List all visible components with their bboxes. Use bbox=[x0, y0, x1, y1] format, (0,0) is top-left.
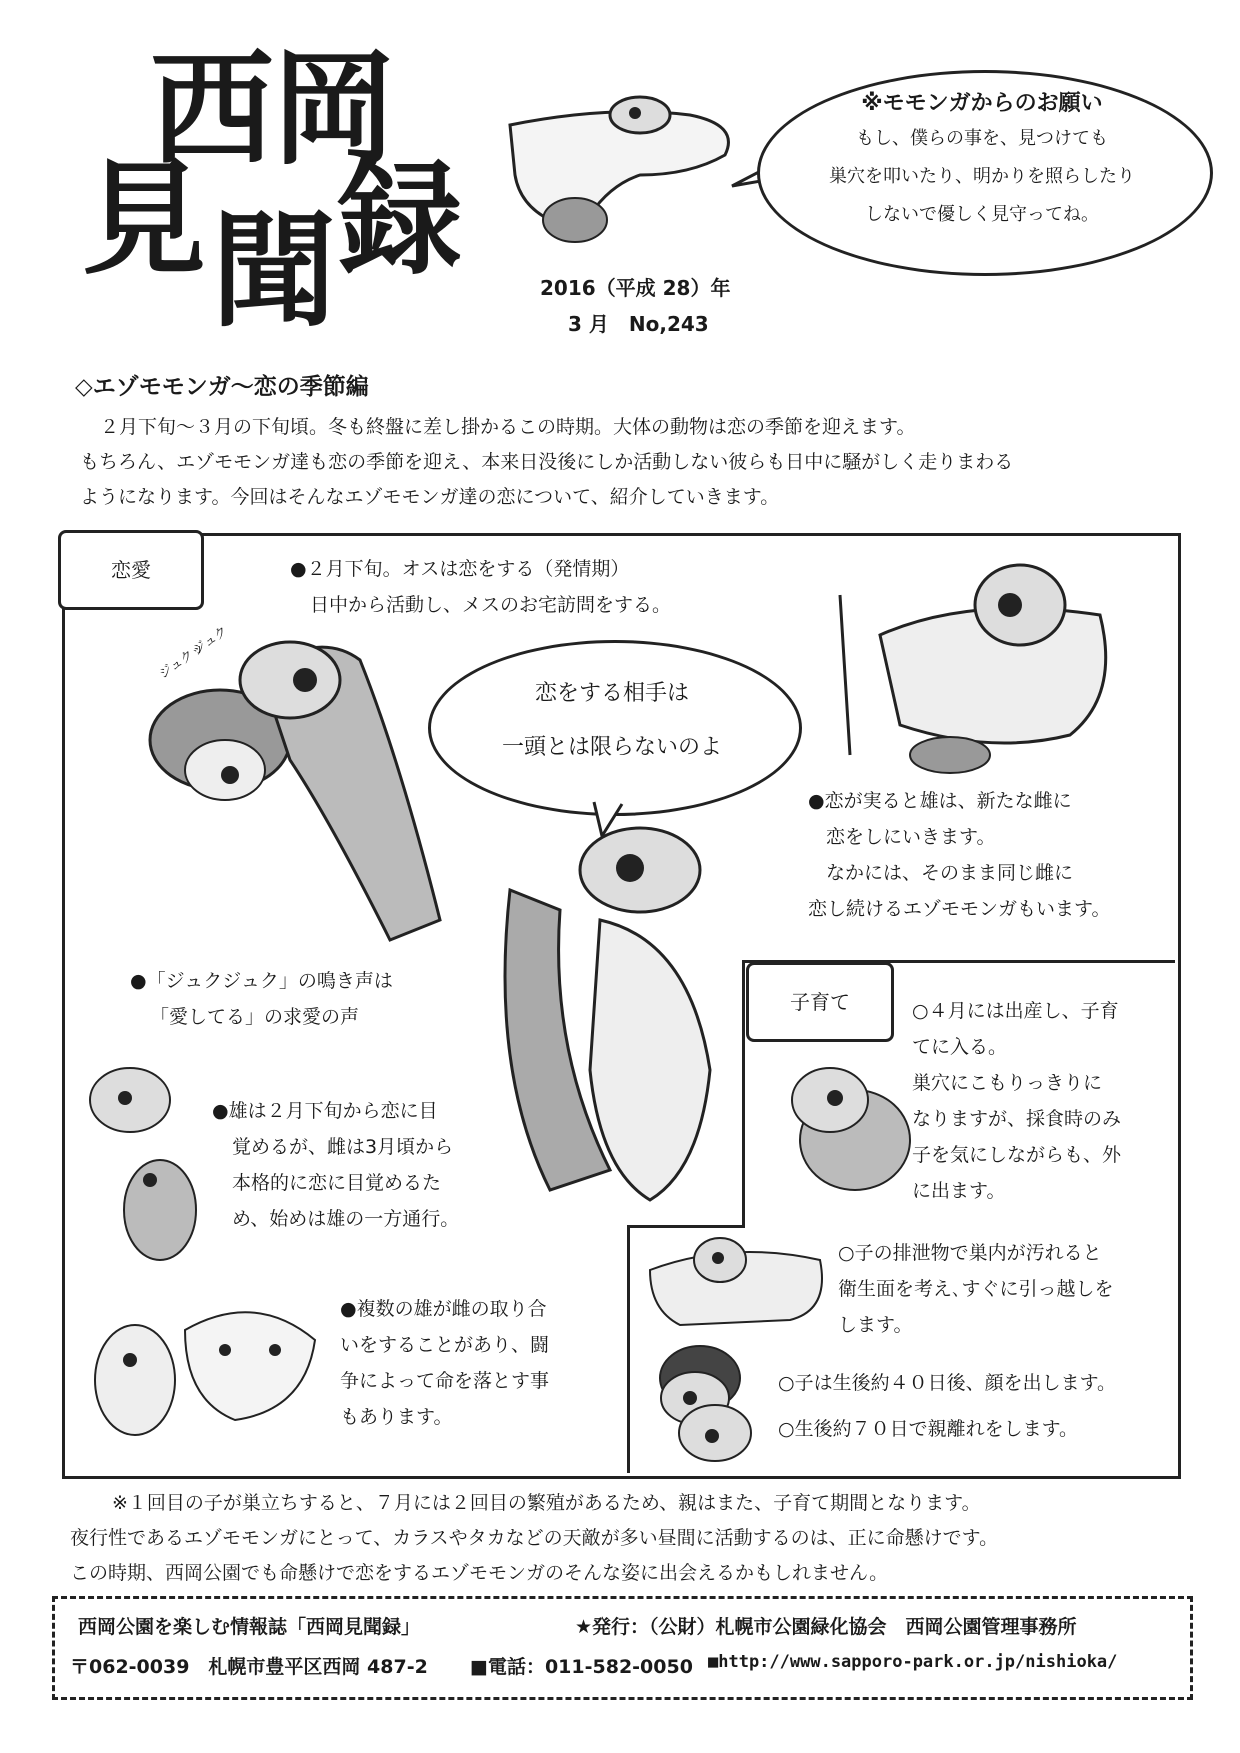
love-text-4: 本格的に恋に目覚めるた bbox=[232, 1172, 442, 1194]
fighting-squirrels-illustration bbox=[85, 1280, 325, 1450]
love-text-2: ●恋が実ると雄は、新たな雌に bbox=[808, 790, 1072, 812]
intro-line: もちろん、エゾモモンガ達も恋の季節を迎え、本来日没後にしか活動しない彼らも日中に騒がしく走りまわる bbox=[80, 451, 1014, 473]
masthead-char: 聞 bbox=[212, 200, 335, 344]
love-text-2: なかには、そのまま同じ雌に bbox=[826, 862, 1074, 884]
flying-squirrel-illustration bbox=[490, 95, 760, 245]
child-text-1: てに入る。 bbox=[912, 1036, 1008, 1058]
masthead-char: 岡 bbox=[272, 38, 395, 182]
sound-effect: ジュクッ bbox=[156, 640, 208, 683]
issue-year: 2016（平成 28）年 bbox=[540, 276, 731, 300]
footer-address: 〒062-0039 札幌市豊平区西岡 487-2 bbox=[70, 1656, 428, 1678]
love-text-5: 争によって命を落とす事 bbox=[340, 1370, 550, 1392]
love-text-1: ●２月下旬。オスは恋をする（発情期） bbox=[290, 558, 630, 580]
love-text-4: ●雄は２月下旬から恋に目 bbox=[212, 1100, 438, 1122]
speech-line: 恋をする相手は bbox=[534, 681, 689, 706]
squirrel-pair-illustration bbox=[140, 620, 460, 950]
intro-line: ２月下旬～３月の下旬頃。冬も終盤に差し掛かるこの時期。大体の動物は恋の季節を迎えます。 bbox=[100, 416, 916, 438]
child-text-3: ○子は生後約４０日後、顔を出します。 bbox=[778, 1372, 1117, 1394]
outro-line: この時期、西岡公園でも命懸けで恋をするエゾモモンガのそんな姿に出会えるかもしれません。 bbox=[70, 1562, 889, 1584]
issue-number: 3 月 No,243 bbox=[568, 312, 709, 336]
tab-love: 恋愛 bbox=[58, 530, 204, 610]
divider bbox=[627, 1225, 743, 1228]
child-text-2: 衛生面を考え､すぐに引っ越しを bbox=[838, 1278, 1114, 1300]
love-text-4: 覚めるが、雌は3月頃から bbox=[232, 1136, 454, 1158]
sound-effect: ジュク bbox=[190, 623, 231, 659]
carrying-squirrel-illustration bbox=[640, 1230, 830, 1340]
child-text-4: ○生後約７０日で親離れをします。 bbox=[778, 1418, 1079, 1440]
love-text-5: もあります。 bbox=[340, 1406, 453, 1428]
tab-child-rearing: 子育て bbox=[746, 962, 894, 1042]
gliding-squirrel-illustration bbox=[820, 555, 1130, 775]
article-heading: ◇エゾモモンガ～恋の季節編 bbox=[75, 374, 369, 400]
child-text-1: 子を気にしながらも、外 bbox=[912, 1144, 1122, 1166]
footer-publication: 西岡公園を楽しむ情報誌「西岡見聞録」 bbox=[78, 1616, 421, 1638]
request-line: しないで優しく見守ってね。 bbox=[865, 204, 1099, 225]
love-text-4: め、始めは雄の一方通行。 bbox=[232, 1208, 460, 1230]
outro-line: ※１回目の子が巣立ちすると、７月には２回目の繁殖があるため、親はまた、子育て期間となります。 bbox=[112, 1492, 981, 1514]
child-text-1: に出ます。 bbox=[912, 1180, 1006, 1202]
masthead-char: 見 bbox=[82, 148, 205, 292]
divider bbox=[627, 1225, 630, 1473]
request-title: ※モモンガからのお願い bbox=[861, 91, 1103, 116]
footer-phone: ■電話：011-582-0050 bbox=[470, 1656, 693, 1678]
child-text-2: ○子の排泄物で巣内が汚れると bbox=[838, 1242, 1102, 1264]
footer-publisher: ★発行：（公財）札幌市公園緑化協会 西岡公園管理事務所 bbox=[575, 1616, 1077, 1638]
love-text-5: ●複数の雄が雌の取り合 bbox=[340, 1298, 547, 1320]
baby-squirrels-illustration bbox=[650, 1338, 770, 1468]
child-text-2: します。 bbox=[838, 1314, 913, 1336]
speech-line: 一頭とは限らないのよ bbox=[501, 735, 722, 760]
love-text-3: 「愛してる」の求愛の声 bbox=[150, 1006, 360, 1028]
love-text-2: 恋をしにいきます。 bbox=[826, 826, 996, 848]
love-text-1: 日中から活動し、メスのお宅訪問をする。 bbox=[310, 594, 672, 616]
child-text-1: 巣穴にこもりっきりに bbox=[912, 1072, 1103, 1094]
masthead-char: 西 bbox=[150, 38, 273, 182]
love-text-3: ●「ジュクジュク」の鳴き声は bbox=[130, 970, 393, 992]
intro-line: ようになります。今回はそんなエゾモモンガ達の恋について、紹介していきます。 bbox=[80, 486, 780, 508]
small-squirrels-illustration bbox=[80, 1050, 220, 1270]
love-text-5: いをすることがあり、闘 bbox=[340, 1334, 550, 1356]
speech-bubble bbox=[428, 640, 802, 816]
love-text-2: 恋し続けるエゾモモンガもいます。 bbox=[808, 898, 1111, 920]
child-text-1: なりますが、採食時のみ bbox=[912, 1108, 1122, 1130]
masthead-char: 録 bbox=[338, 148, 461, 292]
mother-squirrel-illustration bbox=[775, 1050, 915, 1200]
request-line: 巣穴を叩いたり、明かりを照らしたり bbox=[829, 166, 1135, 187]
standing-squirrel-illustration bbox=[490, 810, 760, 1210]
child-text-1: ○４月には出産し、子育 bbox=[912, 1000, 1119, 1022]
footer-url-link[interactable]: ■http://www.sapporo-park.or.jp/nishioka/ bbox=[708, 1652, 1118, 1672]
request-line: もし、僕らの事を、見つけても bbox=[856, 128, 1108, 149]
outro-line: 夜行性であるエゾモモンガにとって、カラスやタカなどの天敵が多い昼間に活動するのは、正に命懸けです。 bbox=[70, 1527, 999, 1549]
